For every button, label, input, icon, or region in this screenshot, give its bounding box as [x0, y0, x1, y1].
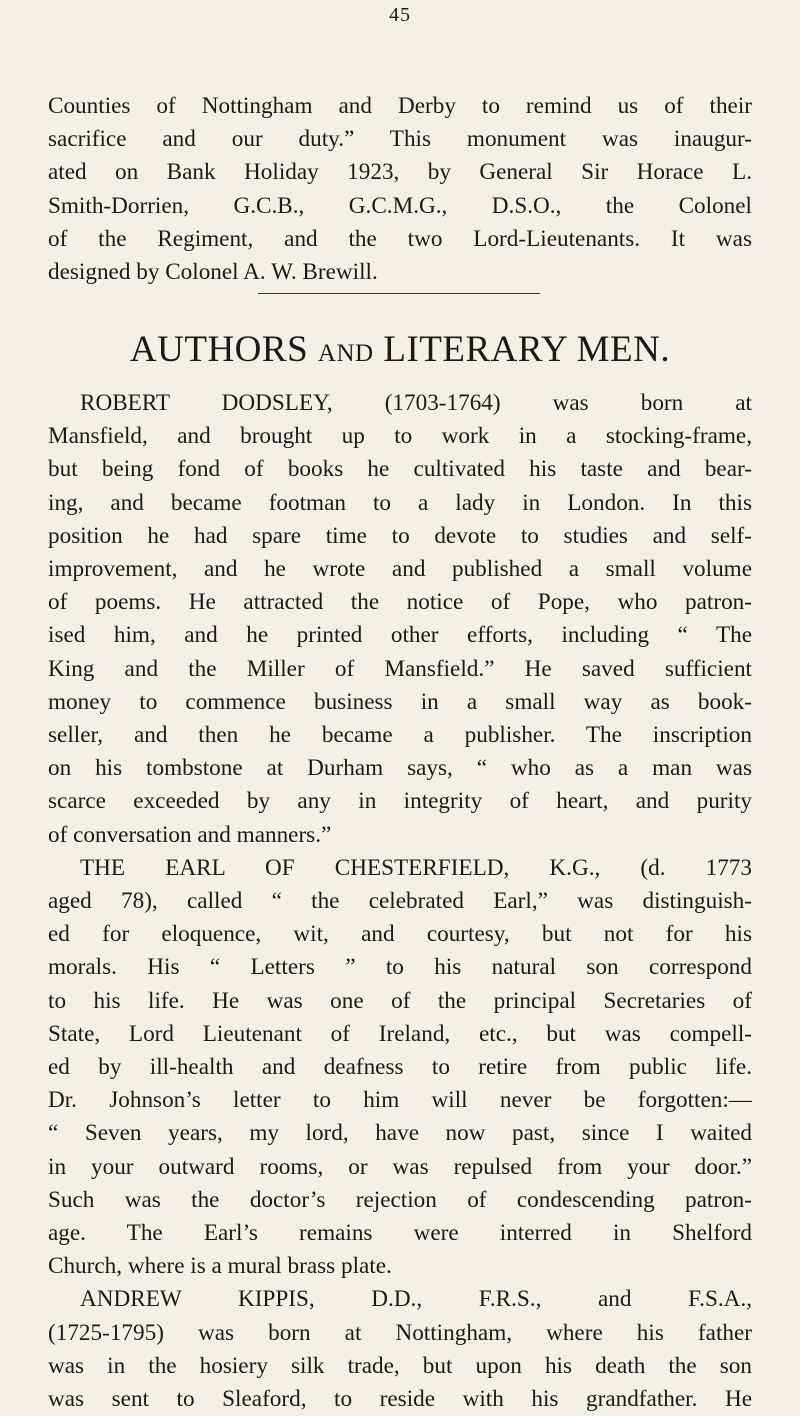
text-line: was in the hosiery silk trade, but upon his death the son [48, 1352, 752, 1379]
heading-connector: AND [317, 340, 374, 367]
text-line: Church, where is a mural brass plate. [48, 1253, 392, 1280]
text-line: ing, and became footman to a lady in London. In this [48, 489, 752, 516]
text-line: of conversation and manners.” [48, 821, 332, 848]
section-divider [258, 293, 540, 294]
text-line: but being fond of books he cultivated his taste and bear- [48, 456, 752, 483]
text-line: Dr. Johnson’s letter to him will never be forgotten:— [48, 1087, 752, 1114]
text-line: Such was the doctor’s rejection of condescending patron- [48, 1186, 752, 1213]
paragraph-first-line: ROBERT DODSLEY, (1703-1764) was born at [80, 390, 752, 416]
text-line: King and the Miller of Mansfield.” He saved sufficient [48, 655, 752, 682]
text-line: scarce exceeded by any in integrity of heart, and purity [48, 788, 752, 815]
section-heading [0, 328, 800, 371]
text-line: “ Seven years, my lord, have now past, since I waited [48, 1120, 752, 1147]
text-line: designed by Colonel A. W. Brewill. [48, 259, 378, 286]
paragraph-first-line: THE EARL OF CHESTERFIELD, K.G., (d. 1773 [80, 854, 752, 881]
text-line: age. The Earl’s remains were interred in Shelford [48, 1220, 752, 1247]
text-line: improvement, and he wrote and published a small volume [48, 556, 752, 583]
text-line: morals. His “ Letters ” to his natural son correspond [48, 954, 752, 981]
text-line: position he had spare time to devote to studies and self- [48, 522, 752, 549]
text-line: of poems. He attracted the notice of Pope, who patron- [48, 589, 752, 616]
heading-part: AUTHORS [129, 329, 309, 370]
page-number: 45 [389, 4, 411, 26]
text-line: ated on Bank Holiday 1923, by General Sir Horace L. [48, 159, 752, 186]
text-line: money to commence business in a small way as book- [48, 688, 752, 715]
text-line: ed for eloquence, wit, and courtesy, but not for his [48, 921, 752, 948]
text-line: sacrifice and our duty.” This monument was inaugur- [48, 126, 752, 153]
text-line: on his tombstone at Durham says, “ who as a man was [48, 755, 752, 782]
text-line: aged 78), called “ the celebrated Earl,” was distinguish- [48, 888, 752, 915]
text-line: to his life. He was one of the principal Secretaries of [48, 987, 752, 1014]
text-line: Mansfield, and brought up to work in a stocking-frame, [48, 423, 752, 450]
text-line: Counties of Nottingham and Derby to remind us of their [48, 93, 752, 119]
text-line: (1725-1795) was born at Nottingham, where his father [48, 1319, 752, 1346]
body-text [48, 387, 752, 1416]
text-line: was sent to Sleaford, to reside with his grandfather. He [48, 1386, 752, 1413]
heading-part: LITERARY MEN. [383, 329, 671, 370]
intro-paragraph [48, 90, 752, 289]
text-line: ed by ill-health and deafness to retire from public life. [48, 1054, 752, 1081]
text-line: of the Regiment, and the two Lord-Lieutenants. It was [48, 225, 752, 252]
paragraph-first-line: ANDREW KIPPIS, D.D., F.R.S., and F.S.A., [80, 1286, 752, 1313]
text-line: State, Lord Lieutenant of Ireland, etc., but was compell- [48, 1020, 752, 1047]
text-line: Smith-Dorrien, G.C.B., G.C.M.G., D.S.O., the Colonel [48, 192, 752, 219]
text-line: in your outward rooms, or was repulsed from your door.” [48, 1153, 752, 1180]
text-line: seller, and then he became a publisher. The inscription [48, 722, 752, 749]
text-line: ised him, and he printed other efforts, including “ The [48, 622, 752, 649]
